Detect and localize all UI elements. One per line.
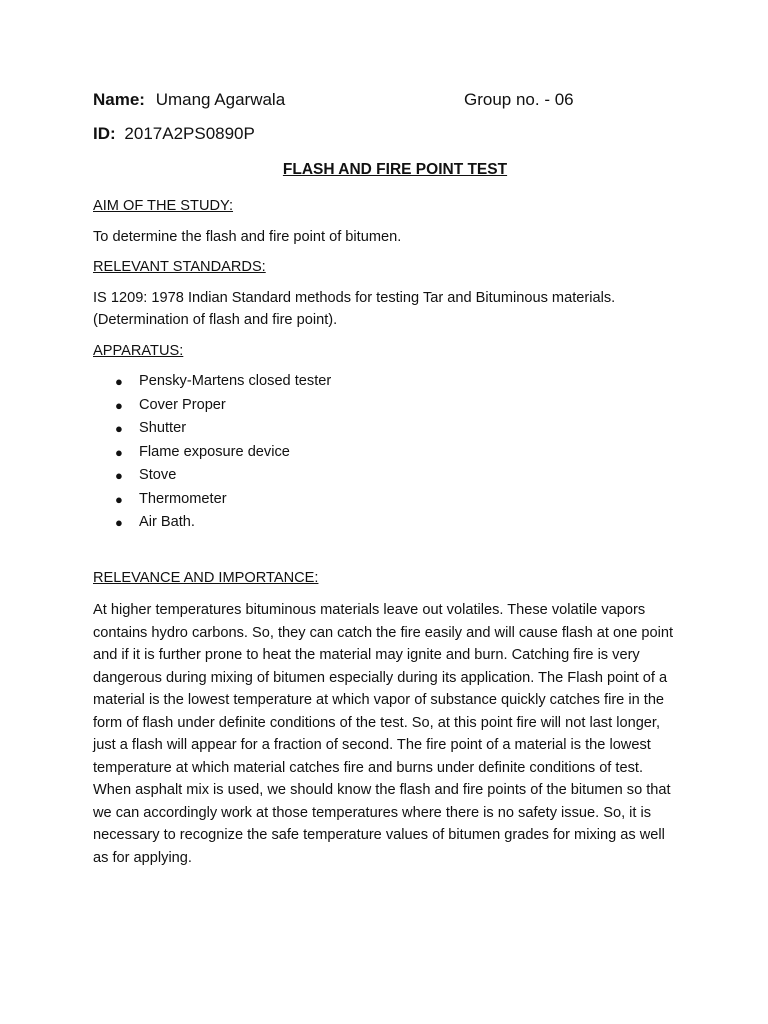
- list-item: [115, 464, 683, 488]
- list-item: [115, 511, 683, 535]
- list-item-text: Stove: [139, 467, 177, 483]
- id-label: ID:: [93, 124, 116, 143]
- student-id: 2017A2PS0890P: [124, 124, 255, 143]
- bullet-icon: ●: [115, 397, 123, 413]
- student-id-row: [93, 122, 255, 146]
- document-title: FLASH AND FIRE POINT TEST: [282, 161, 508, 178]
- relevance-heading: RELEVANCE AND IMPORTANCE:: [93, 569, 319, 586]
- list-item-text: Air Bath.: [139, 514, 195, 530]
- bullet-icon: ●: [115, 444, 123, 460]
- list-item-text: Flame exposure device: [139, 443, 290, 460]
- bullet-icon: ●: [115, 491, 123, 507]
- list-item: [115, 394, 683, 418]
- list-item-text: Cover Proper: [139, 396, 226, 413]
- aim-heading: AIM OF THE STUDY:: [93, 198, 234, 214]
- bullet-icon: ●: [115, 515, 123, 530]
- standards-heading: RELEVANT STANDARDS:: [93, 259, 266, 275]
- list-item: [115, 417, 683, 441]
- bullet-icon: ●: [115, 374, 123, 389]
- list-item: [115, 370, 683, 394]
- list-item: [115, 441, 683, 465]
- name-label: Name:: [93, 90, 145, 109]
- bullet-icon: ●: [115, 421, 123, 436]
- aim-text: To determine the flash and fire point of bitumen.: [93, 228, 402, 245]
- list-item: [115, 488, 683, 512]
- list-item-text: Pensky-Martens closed tester: [139, 373, 332, 389]
- section-spacer: [93, 535, 683, 567]
- student-name: Umang Agarwala: [155, 90, 286, 109]
- list-item-text: Thermometer: [139, 490, 227, 507]
- student-name-row: [93, 88, 693, 112]
- group-number: Group no. - 06: [464, 90, 574, 109]
- apparatus-list: [93, 370, 683, 535]
- document-body: [93, 195, 683, 869]
- standards-text: IS 1209: 1978 Indian Standard methods for testing Tar and Bituminous materials. (Determination of flash and fire point).: [93, 289, 616, 328]
- bullet-icon: ●: [115, 468, 123, 483]
- list-item-text: Shutter: [139, 420, 187, 436]
- relevance-text: At higher temperatures bituminous materials leave out volatiles. These volatile vapors contains hydro carbons. So, they can catch the fire easily and will cause flash at one point and if it is further prone to heat the material may ignite and burn. Catching fire is very dangerous during mixing of bitumen especially during its application. The Flash point of a material is the lowest temperature at which vapor of substance quickly catches fire in the form of flash under definite conditions of the test. So, at this point fire will not last longer, just a flash will appear for a fraction of second. The fire point of a material is the lowest temperature at which material catches fire and burns under definite conditions of test. When asphalt mix is used, we should know the flash and fire points of the bitumen so that we can accordingly work at those temperatures where there is no safety issue. So, it is necessary to recognize the safe temperature values of bitumen grades for mixing as well as for applying.: [93, 602, 674, 866]
- apparatus-heading: APPARATUS:: [93, 342, 184, 359]
